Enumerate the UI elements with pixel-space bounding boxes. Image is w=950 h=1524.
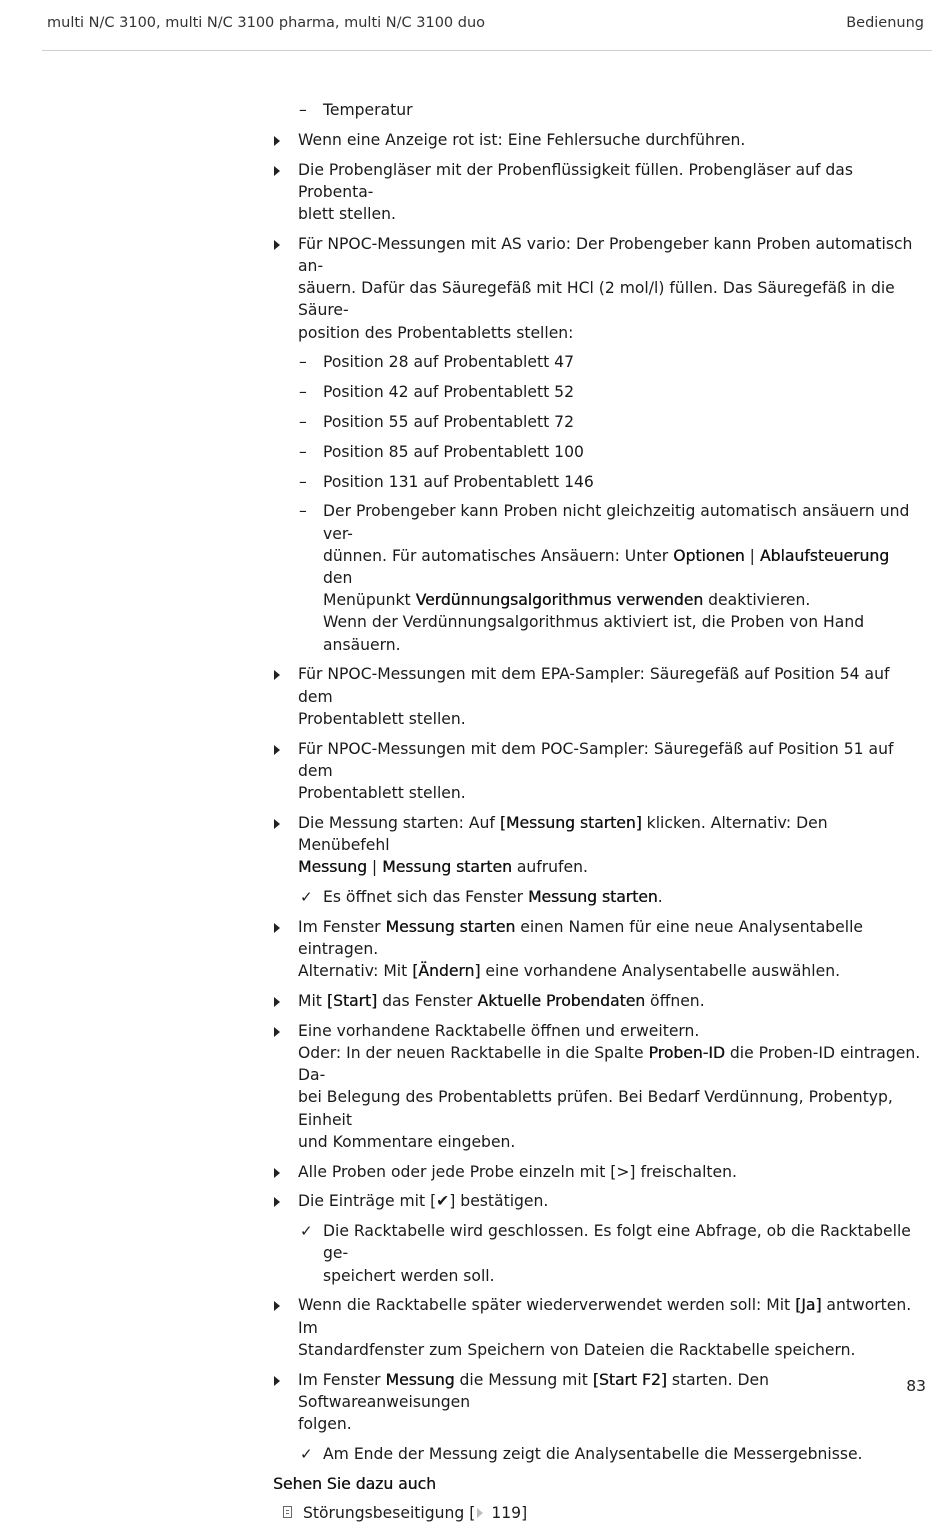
step-arrow-icon <box>274 1376 280 1386</box>
step-arrow-icon <box>274 240 280 250</box>
step-item: Für NPOC-Messungen mit dem EPA-Sampler: Säuregefäß auf Position 54 auf dem Probentablett stellen. <box>273 663 923 730</box>
step-item: Im Fenster Messung starten einen Namen für eine neue Analysentabelle eintragen. Alternativ: Mit [Ändern] eine vorhandene Analysentabelle auswählen. <box>273 916 923 983</box>
ui-ref: Messung starten <box>385 917 516 936</box>
see-also-link[interactable]: Störungsbeseitigung [ 119] <box>273 1502 923 1524</box>
step-item: Die Messung starten: Auf [Messung starten] klicken. Alternativ: Den Menübefehl Messung | Messung starten aufrufen. <box>273 812 923 879</box>
ui-ref: [Messung starten] <box>499 813 642 832</box>
step-item: Die Einträge mit [✔] bestätigen. <box>273 1190 923 1212</box>
ui-ref: Messung <box>385 1370 455 1389</box>
see-also-heading: Sehen Sie dazu auch <box>273 1474 436 1493</box>
result-item: ✓ Es öffnet sich das Fenster Messung starten. <box>273 886 923 908</box>
step-item: Wenn eine Anzeige rot ist: Eine Fehlersuche durchführen. <box>273 129 923 151</box>
step-item: Für NPOC-Messungen mit AS vario: Der Probengeber kann Proben automatisch an- säuern. Dafür das Säuregefäß mit HCl (2 mol/l) füllen. Das Säuregefäß in die Säure- position des Probentabletts stellen: <box>273 233 923 344</box>
step-arrow-icon <box>274 1197 280 1207</box>
step-arrow-icon <box>274 819 280 829</box>
list-item: – Position 42 auf Probentablett 52 <box>273 381 923 403</box>
step-arrow-icon <box>274 745 280 755</box>
document-icon <box>283 1506 292 1518</box>
ui-ref: [Start] <box>326 992 378 1011</box>
result-item: ✓ Die Racktabelle wird geschlossen. Es folgt eine Abfrage, ob die Racktabelle ge- speichert werden soll. <box>300 1222 911 1285</box>
ui-ref: Messung starten <box>382 858 512 877</box>
ui-ref: [Start F2] <box>592 1370 667 1389</box>
check-icon: ✓ <box>300 1222 313 1241</box>
step-arrow-icon <box>274 1168 280 1178</box>
check-icon: ✓ <box>300 1444 313 1463</box>
step-arrow-icon <box>274 1301 280 1311</box>
list-item: – Der Probengeber kann Proben nicht gleichzeitig automatisch ansäuern und ver- dünnen. Für automatisches Ansäuern: Unter Optionen | Ablaufsteuerung den Menüpunkt Verdünnungsalgorithmus verwenden deaktivieren. Wenn der Verdünnungsalgorithmus aktiviert ist, die Proben von Hand ansäuern. <box>299 502 910 654</box>
page-number: 83 <box>906 1377 926 1395</box>
step-arrow-icon <box>274 670 280 680</box>
header-title: multi N/C 3100, multi N/C 3100 pharma, multi N/C 3100 duo <box>47 15 486 31</box>
list-item: – Position 28 auf Probentablett 47 <box>273 351 923 373</box>
menu-ref: Optionen <box>673 546 745 565</box>
step-item: Eine vorhandene Racktabelle öffnen und erweitern. Oder: In der neuen Racktabelle in die Spalte Proben-ID die Proben-ID eintragen. Da- bei Belegung des Probentabletts prüfen. Bei Bedarf Verdünnung, Probentyp, Einheit und Kommentare eingeben. <box>273 1020 923 1153</box>
ui-ref: Aktuelle Probendaten <box>477 992 646 1011</box>
page-arrow-icon <box>477 1508 483 1518</box>
step-item: Wenn die Racktabelle später wiederverwendet werden soll: Mit [Ja] antworten. Im Standardfenster zum Speichern von Dateien die Racktabelle speichern. <box>273 1294 923 1361</box>
dash-marker: – <box>299 413 307 431</box>
step-arrow-icon <box>274 166 280 176</box>
dash-marker: – <box>299 472 307 491</box>
main-content <box>273 99 923 1524</box>
menu-ref: Ablaufsteuerung <box>759 546 890 565</box>
step-item: Die Probengläser mit der Probenflüssigkeit füllen. Probengläser auf das Probenta- blett stellen. <box>273 159 923 226</box>
dash-marker: – <box>299 353 307 372</box>
ui-ref: [Ja] <box>795 1296 822 1315</box>
dash-marker: – <box>299 502 307 521</box>
ui-ref: Messung starten <box>527 888 658 907</box>
list-item: – Position 131 auf Probentablett 146 <box>273 471 923 493</box>
result-item: ✓ Am Ende der Messung zeigt die Analysentabelle die Messergebnisse. <box>273 1443 923 1465</box>
step-arrow-icon <box>274 1027 280 1037</box>
header-section: Bedienung <box>846 15 924 31</box>
dash-marker: – <box>299 442 307 461</box>
dash-marker: – <box>299 383 307 402</box>
step-item: Mit [Start] das Fenster Aktuelle Probendaten öffnen. <box>273 990 923 1012</box>
step-item: Für NPOC-Messungen mit dem POC-Sampler: Säuregefäß auf Position 51 auf dem Probentablett stellen. <box>273 738 923 805</box>
step-item: Alle Proben oder jede Probe einzeln mit [>] freischalten. <box>273 1161 923 1183</box>
dash-marker: – <box>299 101 307 119</box>
confirm-check-icon: ✔ <box>436 1192 450 1211</box>
ui-ref: Messung <box>298 858 367 877</box>
step-arrow-icon <box>274 923 280 933</box>
list-item: – Position 55 auf Probentablett 72 <box>273 411 923 433</box>
ui-ref: [Ändern] <box>412 962 481 981</box>
check-icon: ✓ <box>300 888 313 907</box>
menu-ref: Verdünnungsalgorithmus verwenden <box>415 591 704 610</box>
step-arrow-icon <box>274 997 280 1007</box>
list-item: – Position 85 auf Probentablett 100 <box>273 441 923 463</box>
ui-ref: Proben-ID <box>648 1044 725 1063</box>
page-header <box>42 0 932 51</box>
list-item: – Temperatur <box>273 99 923 121</box>
step-arrow-icon <box>274 136 280 146</box>
step-item: Im Fenster Messung die Messung mit [Start F2] starten. Den Softwareanweisungen folgen. <box>273 1369 923 1436</box>
